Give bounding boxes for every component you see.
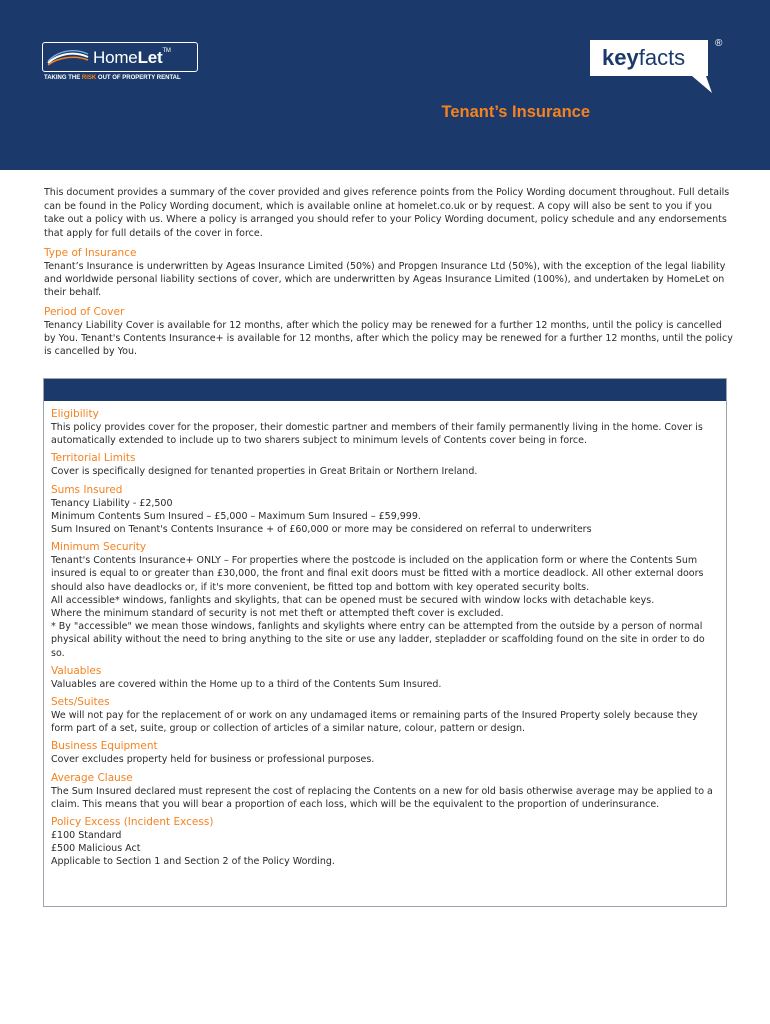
body-paragraph: All accessible* windows, fanlights and skylights, that can be opened must be secured with window locks with detachable keys. xyxy=(51,594,655,606)
valuables-section xyxy=(51,664,719,691)
section-heading: Business Equipment xyxy=(51,740,158,753)
section-heading: Sets/Suites xyxy=(51,696,110,709)
section-heading: Valuables xyxy=(51,664,102,677)
swoosh-icon xyxy=(47,49,89,67)
body-line: Sum Insured on Tenant's Contents Insurance + of £60,000 or more may be considered on referral to underwriters xyxy=(51,524,592,536)
section-body xyxy=(51,829,719,869)
average-clause-section xyxy=(51,771,719,811)
section-body: Cover is specifically designed for tenanted properties in Great Britain or Northern Ireland. xyxy=(51,466,478,478)
homelet-logo xyxy=(42,42,198,84)
section-heading: Territorial Limits xyxy=(51,452,136,465)
body-paragraph: Where the minimum standard of security is not met theft or attempted theft cover is excluded. xyxy=(51,608,504,620)
period-of-cover-section xyxy=(44,305,734,358)
territorial-limits-section xyxy=(51,451,719,478)
section-heading: Period of Cover xyxy=(44,306,125,318)
sums-insured-section xyxy=(51,483,719,537)
body-line: Applicable to Section 1 and Section 2 of the Policy Wording. xyxy=(51,856,335,868)
body-paragraph: Tenant's Contents Insurance+ ONLY – For properties where the postcode is included on the application form or where the Contents Sum insured is equal to or greater than £30,000, the front and final exit doors must be fitted with a mortice deadlock. All other external doors should also have deadlocks or, if it's more convenient, be fitted top and bottom with key operated security bolts. xyxy=(51,555,704,593)
section-heading: Sums Insured xyxy=(51,483,123,496)
logo-frame xyxy=(42,42,198,72)
section-heading: Minimum Security xyxy=(51,541,147,554)
body-paragraph: * By "accessible" we mean those windows, fanlights and skylights where entry can be attempted from the outside by a person of normal physical ability without the need to bring anything to the site or use any ladder, stepladder or scaffolding found on the site in order to do so. xyxy=(51,621,705,659)
intro-section xyxy=(44,186,734,358)
box-header-bar xyxy=(44,379,726,401)
header-banner xyxy=(0,0,770,170)
logo-tagline: TAKING THE RISK OUT OF PROPERTY RENTAL xyxy=(44,75,181,81)
section-body: Tenancy Liability Cover is available for 12 months, after which the policy may be renewed for a further 12 months, until the policy is cancelled by You. Tenant's Contents Insurance+ is available for 12 months, after which the policy may be renewed for a further 12 months, until the policy is cancelled by You. xyxy=(44,320,733,357)
eligibility-section xyxy=(51,407,719,447)
keyfacts-badge xyxy=(588,38,723,96)
section-body: Tenant’s Insurance is underwritten by Ageas Insurance Limited (50%) and Propgen Insurance Ltd (50%), with the exception of the legal liability and worldwide personal liability sections of cover, which are underwritten by Ageas Insurance Limited (100%), and undertaken by HomeLet on their behalf. xyxy=(44,261,726,298)
type-of-insurance-section xyxy=(44,246,734,299)
section-body: We will not pay for the replacement of or work on any undamaged items or remaining parts of the Insured Property solely because they form part of a set, suite, group or collection of articles of a similar nature, colour, pattern or design. xyxy=(51,710,698,735)
section-body xyxy=(51,497,719,537)
registered-mark: ® xyxy=(715,38,723,49)
body-line: Minimum Contents Sum Insured – £5,000 – Maximum Sum Insured – £59,999. xyxy=(51,510,421,522)
section-heading: Average Clause xyxy=(51,771,133,784)
page-title: Tenant’s Insurance Policy Summary xyxy=(441,103,723,121)
section-body: Valuables are covered within the Home up to a third of the Contents Sum Insured. xyxy=(51,678,442,690)
business-equipment-section xyxy=(51,739,719,766)
section-body: The Sum Insured declared must represent the cost of replacing the Contents on a new for old basis otherwise average may be applied to a claim. This means that you will bear a proportion of each loss, which will be the equivalent to the proportion of underinsurance. xyxy=(51,785,713,810)
keyfacts-wordmark: keyfacts xyxy=(602,45,686,70)
section-heading: Eligibility xyxy=(51,408,99,420)
logo-wordmark: HomeLet™ xyxy=(93,48,171,67)
section-heading: Type of Insurance xyxy=(44,247,137,259)
section-body xyxy=(51,554,719,660)
minimum-security-section xyxy=(51,540,719,660)
section-heading: Policy Excess (Incident Excess) xyxy=(51,816,214,829)
section-body: Cover excludes property held for business or professional purposes. xyxy=(51,754,375,766)
body-line: £100 Standard xyxy=(51,830,122,842)
sets-suites-section xyxy=(51,695,719,735)
cover-details-box xyxy=(43,378,727,907)
body-line: Tenancy Liability - £2,500 xyxy=(51,497,173,509)
policy-excess-section xyxy=(51,815,719,869)
body-line: £500 Malicious Act xyxy=(51,843,141,855)
intro-paragraph: This document provides a summary of the cover provided and gives reference points from the Policy Wording document throughout. Full details can be found in the Policy Wording document, which is available online at homelet.co.uk or by request. A copy will also be sent to you if you take out a policy with us. Where a policy is arranged you should refer to your Policy Wording document, policy schedule and any endorsements that apply for full details of the cover in force. xyxy=(44,187,730,239)
box-content xyxy=(44,401,726,869)
section-body: This policy provides cover for the proposer, their domestic partner and members of their family permanently living in the home. Cover is automatically extended to include up to two sharers subject to minimum levels of Contents cover being in force. xyxy=(51,422,703,447)
